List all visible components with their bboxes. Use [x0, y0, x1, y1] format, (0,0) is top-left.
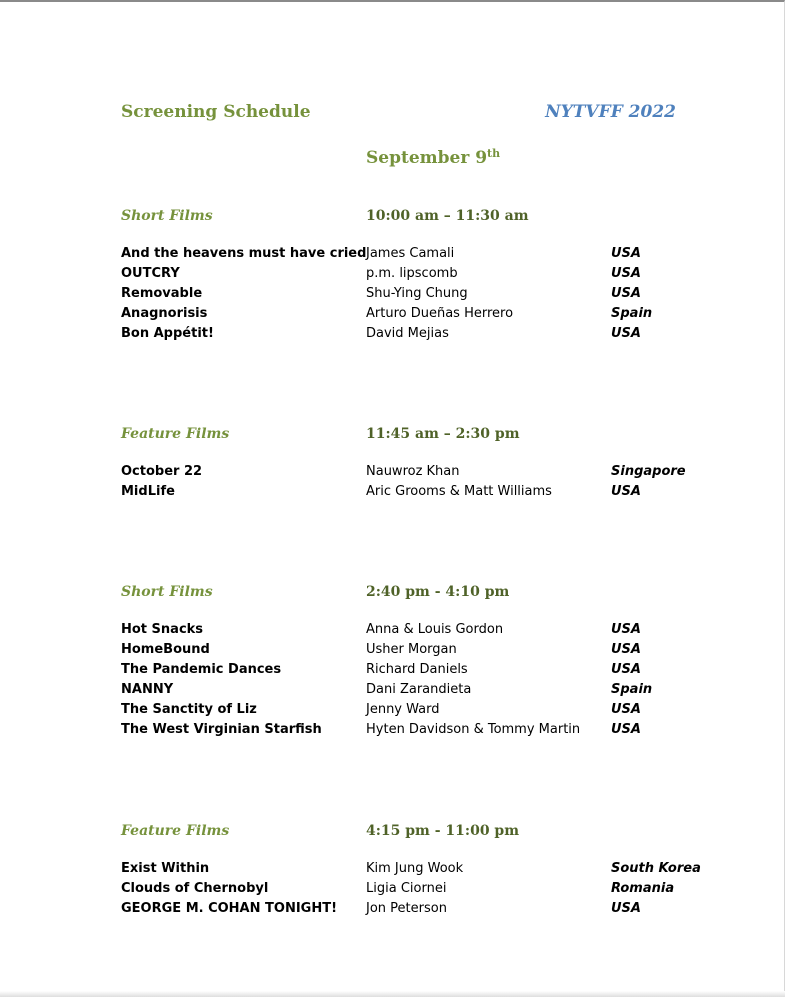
film-row [0, 286, 785, 306]
film-country: USA [611, 642, 641, 657]
film-director: Arturo Dueñas Herrero [366, 306, 514, 321]
film-title: GEORGE M. COHAN TONIGHT! [121, 901, 338, 916]
film-list [0, 246, 785, 346]
film-row [0, 901, 785, 921]
film-row [0, 484, 785, 504]
film-director: Nauwroz Khan [366, 464, 460, 479]
film-country: USA [611, 266, 641, 281]
film-row [0, 464, 785, 484]
schedule-block [0, 823, 785, 916]
block-header [0, 426, 785, 450]
block-time: 4:15 pm - 11:00 pm [366, 823, 520, 839]
film-title: Exist Within [121, 861, 210, 876]
film-director: Hyten Davidson & Tommy Martin [366, 722, 581, 737]
film-title: The West Virginian Starfish [121, 722, 322, 737]
page-title: Screening Schedule [121, 102, 311, 122]
festival-name: NYTVFF 2022 [545, 102, 676, 122]
film-row [0, 622, 785, 642]
film-title: October 22 [121, 464, 203, 479]
film-country: Spain [611, 306, 653, 321]
block-category: Short Films [121, 208, 213, 224]
film-row [0, 326, 785, 346]
film-director: Anna & Louis Gordon [366, 622, 504, 637]
film-director: Jenny Ward [366, 702, 440, 717]
film-country: USA [611, 326, 641, 341]
block-header [0, 208, 785, 232]
film-title: OUTCRY [121, 266, 180, 281]
film-country: Romania [611, 881, 675, 896]
film-row [0, 662, 785, 682]
film-title: Clouds of Chernobyl [121, 881, 269, 896]
film-director: Dani Zarandieta [366, 682, 472, 697]
film-director: Richard Daniels [366, 662, 468, 677]
film-director: Kim Jung Wook [366, 861, 464, 876]
block-category: Feature Films [121, 426, 230, 442]
schedule-block [0, 426, 785, 499]
film-director: Shu-Ying Chung [366, 286, 468, 301]
film-list [0, 861, 785, 921]
film-row [0, 722, 785, 742]
film-country: South Korea [611, 861, 701, 876]
film-title: NANNY [121, 682, 174, 697]
film-title: The Sanctity of Liz [121, 702, 257, 717]
film-title: MidLife [121, 484, 175, 499]
film-director: p.m. lipscomb [366, 266, 458, 281]
film-list [0, 464, 785, 504]
film-director: James Camali [366, 246, 455, 261]
film-country: Singapore [611, 464, 686, 479]
film-country: USA [611, 722, 641, 737]
film-row [0, 881, 785, 901]
film-director: Jon Peterson [366, 901, 447, 916]
schedule-block [0, 584, 785, 737]
date-suffix: th [487, 147, 501, 160]
block-time: 2:40 pm - 4:10 pm [366, 584, 510, 600]
film-title: Anagnorisis [121, 306, 208, 321]
block-header [0, 823, 785, 847]
block-category: Feature Films [121, 823, 230, 839]
film-row [0, 266, 785, 286]
film-director: Aric Grooms & Matt Williams [366, 484, 552, 499]
film-country: USA [611, 286, 641, 301]
film-country: USA [611, 702, 641, 717]
block-category: Short Films [121, 584, 213, 600]
film-row [0, 702, 785, 722]
film-row [0, 861, 785, 881]
film-title: The Pandemic Dances [121, 662, 282, 677]
film-row [0, 642, 785, 662]
block-time: 10:00 am – 11:30 am [366, 208, 529, 224]
block-header [0, 584, 785, 608]
film-country: USA [611, 901, 641, 916]
block-time: 11:45 am – 2:30 pm [366, 426, 520, 442]
film-title: Removable [121, 286, 203, 301]
film-country: USA [611, 662, 641, 677]
film-title: HomeBound [121, 642, 210, 657]
film-country: Spain [611, 682, 653, 697]
film-row [0, 306, 785, 326]
film-title: Bon Appétit! [121, 326, 214, 341]
schedule-block [0, 208, 785, 341]
film-director: Usher Morgan [366, 642, 457, 657]
page-bottom-edge [0, 991, 785, 997]
film-title: And the heavens must have cried [121, 246, 367, 261]
film-row [0, 682, 785, 702]
film-director: David Mejias [366, 326, 449, 341]
film-director: Ligia Ciornei [366, 881, 447, 896]
film-country: USA [611, 246, 641, 261]
schedule-date-text: September 9 [366, 148, 488, 168]
film-row [0, 246, 785, 266]
film-title: Hot Snacks [121, 622, 204, 637]
film-country: USA [611, 484, 641, 499]
film-list [0, 622, 785, 742]
schedule-date [366, 147, 500, 168]
film-country: USA [611, 622, 641, 637]
